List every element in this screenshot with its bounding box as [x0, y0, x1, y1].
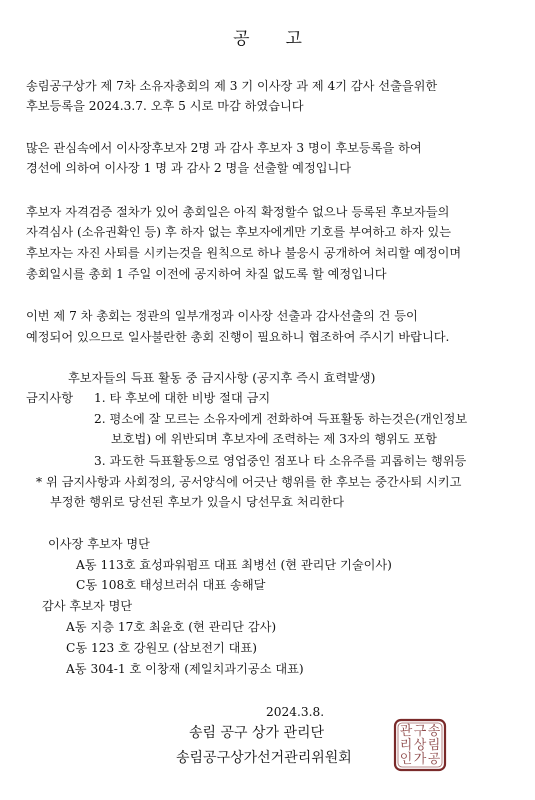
organization-name-1: 송림 공구 상가 관리단 — [189, 725, 325, 741]
notice-title — [0, 24, 535, 49]
chair-candidate-1: A동 113호 효성파워펌프 대표 최병선 (현 관리단 기술이사) — [76, 558, 392, 572]
prohibition-item-1: 1. 타 후보에 대한 비방 절대 금지 — [94, 391, 271, 405]
seal-char: 송 — [427, 724, 441, 739]
prohibition-item-2-line-1: 2. 평소에 잘 모르는 소유자에게 전화하여 득표활동 하는것은(개인정보 — [94, 412, 468, 426]
paragraph-3-line-3: 후보자는 자진 사퇴를 시키는것을 원칙으로 하나 불응시 공개하여 처리할 예정이며 — [26, 246, 462, 260]
auditor-candidate-3: A동 304-1 호 이창재 (제일치과기공소 대표) — [66, 662, 304, 676]
prohibitions-label: 금지사항 — [26, 391, 74, 405]
paragraph-2-line-2: 경선에 의하여 이사장 1 명 과 감사 2 명을 선출할 예정입니다 — [26, 161, 352, 175]
seal-char: 공 — [427, 752, 441, 767]
seal-char: 가 — [413, 752, 427, 767]
paragraph-4-line-1: 이번 제 7 차 총회는 정관의 일부개정과 이사장 선출과 감사선출의 건 등이 — [26, 309, 418, 323]
seal-char: 구 — [413, 724, 427, 739]
chair-candidates-heading: 이사장 후보자 명단 — [48, 537, 150, 551]
paragraph-3-line-4: 총회일시를 총회 1 주일 이전에 공지하여 차질 없도록 할 예정입니다 — [26, 267, 387, 281]
chair-candidate-2: C동 108호 태성브러쉬 대표 송해달 — [76, 578, 266, 592]
official-seal-stamp-icon — [393, 718, 447, 772]
paragraph-1-line-2: 후보등록을 2024.3.7. 오후 5 시로 마감 하였습니다 — [26, 99, 304, 113]
prohibition-item-3: 3. 과도한 득표활동으로 영업중인 점포나 타 소유주를 괴롭히는 행위등 — [94, 454, 467, 468]
seal-char: 리 — [399, 738, 413, 753]
organization-name-2: 송림공구상가선거관리위원회 — [176, 750, 352, 766]
seal-char: 관 — [399, 724, 413, 739]
paragraph-2-line-1: 많은 관심속에서 이사장후보자 2명 과 감사 후보자 3 명이 후보등록을 하여 — [26, 141, 422, 155]
auditor-candidates-heading: 감사 후보자 명단 — [42, 599, 133, 613]
seal-char: 림 — [427, 738, 441, 753]
paragraph-4-line-2: 예정되어 있으므로 일사불란한 총회 진행이 필요하니 협조하여 주시기 바랍니다. — [26, 330, 450, 344]
prohibition-item-2-line-2: 보호법) 에 위반되며 후보자에 조력하는 제 3자의 행위도 포함 — [111, 432, 438, 446]
notice-date: 2024.3.8. — [266, 705, 325, 719]
notice-title-char-1: 공 — [233, 29, 250, 49]
auditor-candidate-1: A동 지층 17호 최윤호 (현 관리단 감사) — [66, 620, 277, 634]
seal-char: 인 — [399, 752, 413, 767]
prohibitions-note-line-2: 부정한 행위로 당선된 후보가 있을시 당선무효 처리한다 — [50, 495, 345, 509]
seal-char: 상 — [413, 738, 427, 753]
paragraph-3-line-2: 자격심사 (소유권확인 등) 후 하자 없는 후보자에게만 기호를 부여하고 하자 있는 — [26, 225, 451, 239]
prohibitions-note-line-1: * 위 금지사항과 사회정의, 공서양식에 어긋난 행위를 한 후보는 중간사퇴 시키고 — [36, 475, 462, 489]
paragraph-1-line-1: 송림공구상가 제 7차 소유자총회의 제 3 기 이사장 과 제 4기 감사 선출을위한 — [26, 79, 438, 93]
paragraph-3-line-1: 후보자 자격검증 절차가 있어 총회일은 아직 확정할수 없으나 등록된 후보자들의 — [26, 205, 450, 219]
prohibitions-heading: 후보자들의 득표 활동 중 금지사항 (공지후 즉시 효력발생) — [68, 371, 376, 385]
auditor-candidate-2: C동 123 호 강원모 (삼보전기 대표) — [66, 641, 257, 655]
notice-title-char-2: 고 — [285, 29, 302, 49]
